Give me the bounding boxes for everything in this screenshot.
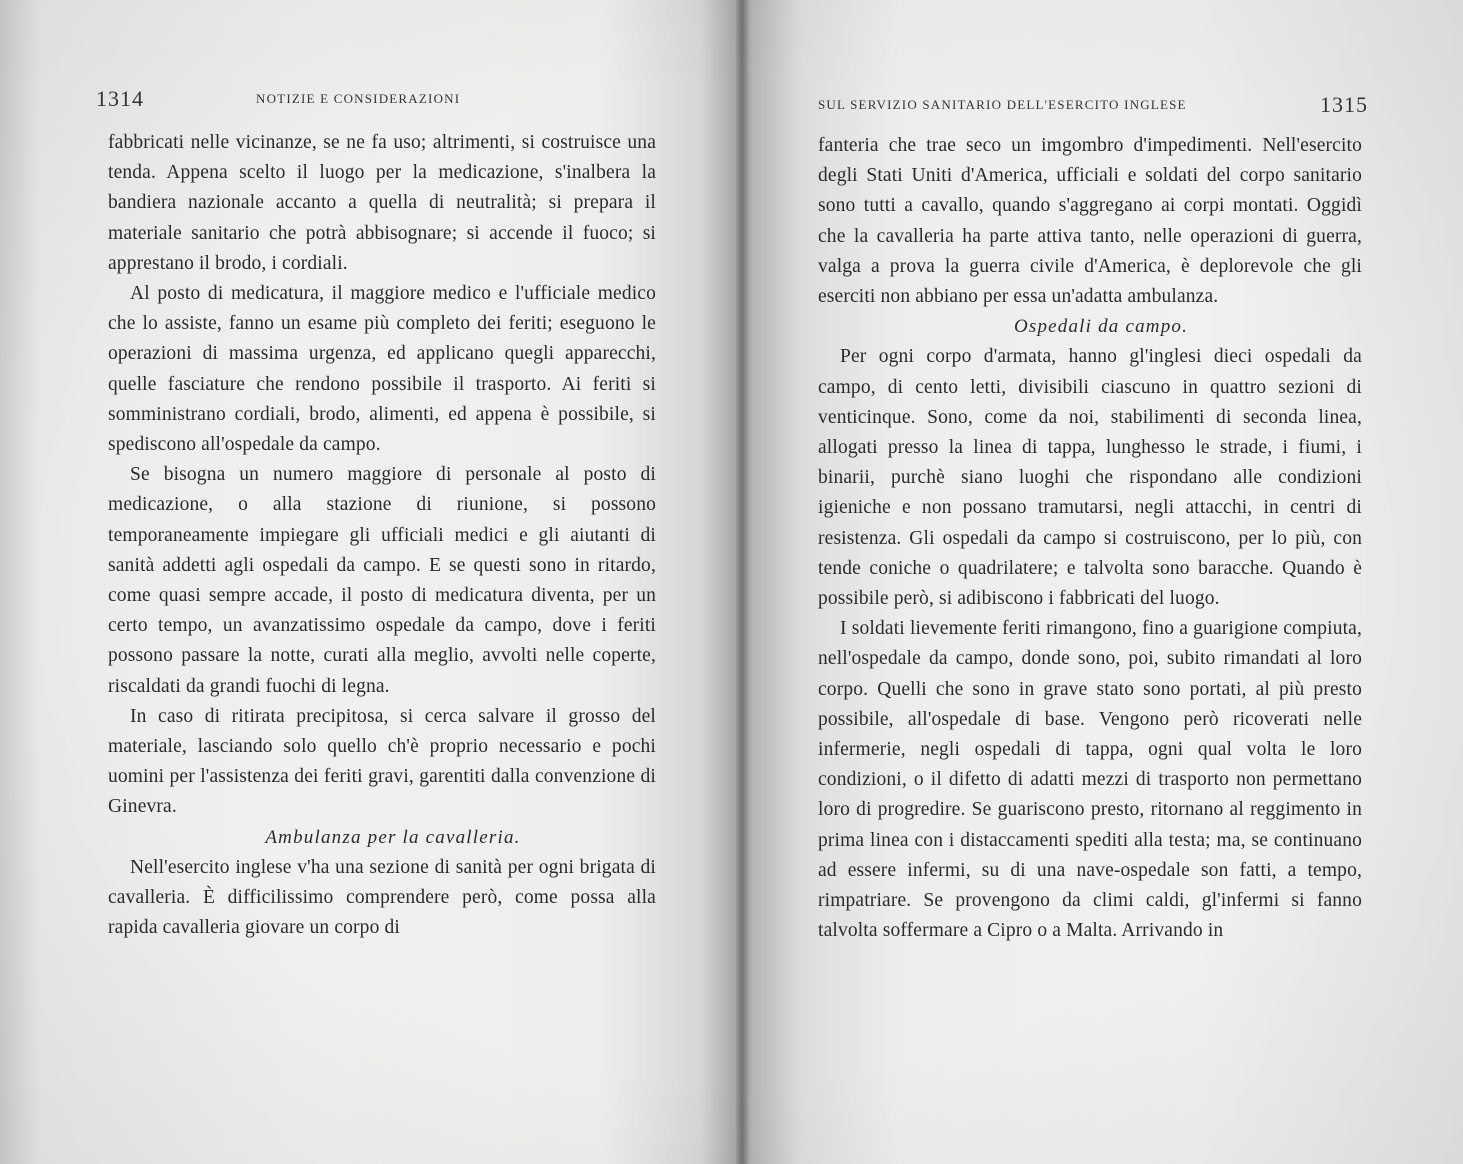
section-title: Ospedali da campo. [1013, 316, 1189, 338]
paragraph: Per ogni corpo d'armata, hanno gl'inglesi dieci ospedali da campo, di cento letti, divisibili ciascuno in quattro sezioni di venticinque. Sono, come da noi, stabilimenti di seconda linea, allogati presso la linea di tappa, lunghesso le strade, i fiumi, i binarii, purchè siano luoghi che rispondano alle condizioni igieniche e non possano tramutarsi, negli attacchi, in centri di resistenza. Gli ospedali da campo si costruiscono, per lo più, con tende coniche o quadrilatere; e talvolta sono baracche. Quando è possibile però, si adibiscono i fabbricati del luogo. [818, 346, 1362, 610]
section-title: Ambulanza per la cavalleria. [265, 826, 521, 848]
right-page-number: 1315 [1320, 92, 1368, 117]
paragraph: Se bisogna un numero maggiore di personale al posto di medicazione, o alla stazione di riunione, si possono temporaneamente impiegare gli ufficiali medici e gli aiutanti di sanità addetti agli ospedali da campo. E se questi sono in ritardo, come quasi sempre accade, il posto di medicatura diventa, per un certo tempo, un avanzatissimo ospedale da campo, dove i feriti possono passare la notte, curati alla meglio, avvolti nelle coperte, riscaldati da grandi fuochi di legna. [108, 464, 656, 697]
right-body-text [818, 131, 1362, 946]
right-running-title: SUL SERVIZIO SANITARIO DELL'ESERCITO INGLESE [818, 97, 1187, 112]
left-running-head [96, 86, 656, 116]
paragraph: I soldati lievemente feriti rimangono, fino a guarigione compiuta, nell'ospedale da campo, donde sono, poi, subito rimandati al loro corpo. Quelli che sono in grave stato sono portati, al più presto possibile, all'ospedale di base. Vengono però ricoverati nelle infermerie, negli ospedali di tappa, ogni qual volta le loro condizioni, o il difetto di adatti mezzi di trasporto non permettano loro di progredire. Se guariscono presto, ritornano al reggimento in prima linea con i distaccamenti spediti alla testa; ma, se continuano ad essere infermi, su di una nave-ospedale son fatti, a tempo, rimpatriare. Se provengono da climi caldi, gl'infermi si fanno talvolta soffermare a Cipro o a Malta. Arrivando in [818, 618, 1362, 942]
paragraph: fanteria che trae seco un imgombro d'impedimenti. Nell'esercito degli Stati Uniti d'America, ufficiali e soldati del corpo sanitario sono tutti a cavallo, quando s'aggregano ai corpi montati. Oggidì che la cavalleria ha parte attiva tanto, nelle operazioni di guerra, valga a prova la guerra civile d'America, è deplorevole che gli eserciti non abbiano per essa un'adatta ambulanza. [818, 135, 1362, 308]
left-page-number: 1314 [96, 86, 144, 111]
book-gutter [736, 0, 748, 1164]
paragraph: fabbricati nelle vicinanze, se ne fa uso; altrimenti, si costruisce una tenda. Appena scelto il luogo per la medicazione, s'inalbera la bandiera nazionale accanto a quella di neutralità; si prepara il materiale sanitario che potrà abbisognare; si accende il fuoco; si apprestano il brodo, i cordiali. [108, 132, 656, 274]
paragraph: Al posto di medicatura, il maggiore medico e l'ufficiale medico che lo assiste, fanno un esame più completo dei feriti; eseguono le operazioni di massima urgenza, ed applicano quegli apparecchi, quelle fasciature che rendono possibile il trasporto. Ai feriti si somministrano cordiali, brodo, alimenti, ed appena è possibile, si spediscono all'ospedale da campo. [108, 283, 656, 456]
right-running-head [818, 92, 1368, 122]
paragraph: Nell'esercito inglese v'ha una sezione di sanità per ogni brigata di cavalleria. È difficilissimo comprendere però, come possa alla rapida cavalleria giovare un corpo di [108, 856, 656, 939]
paragraph: In caso di ritirata precipitosa, si cerca salvare il grosso del materiale, lasciando solo quello ch'è proprio necessario e pochi uomini per l'assistenza dei feriti gravi, garentiti dalla convenzione di Ginevra. [108, 705, 656, 818]
left-running-title: NOTIZIE E CONSIDERAZIONI [256, 91, 461, 106]
left-body-text [108, 128, 656, 943]
